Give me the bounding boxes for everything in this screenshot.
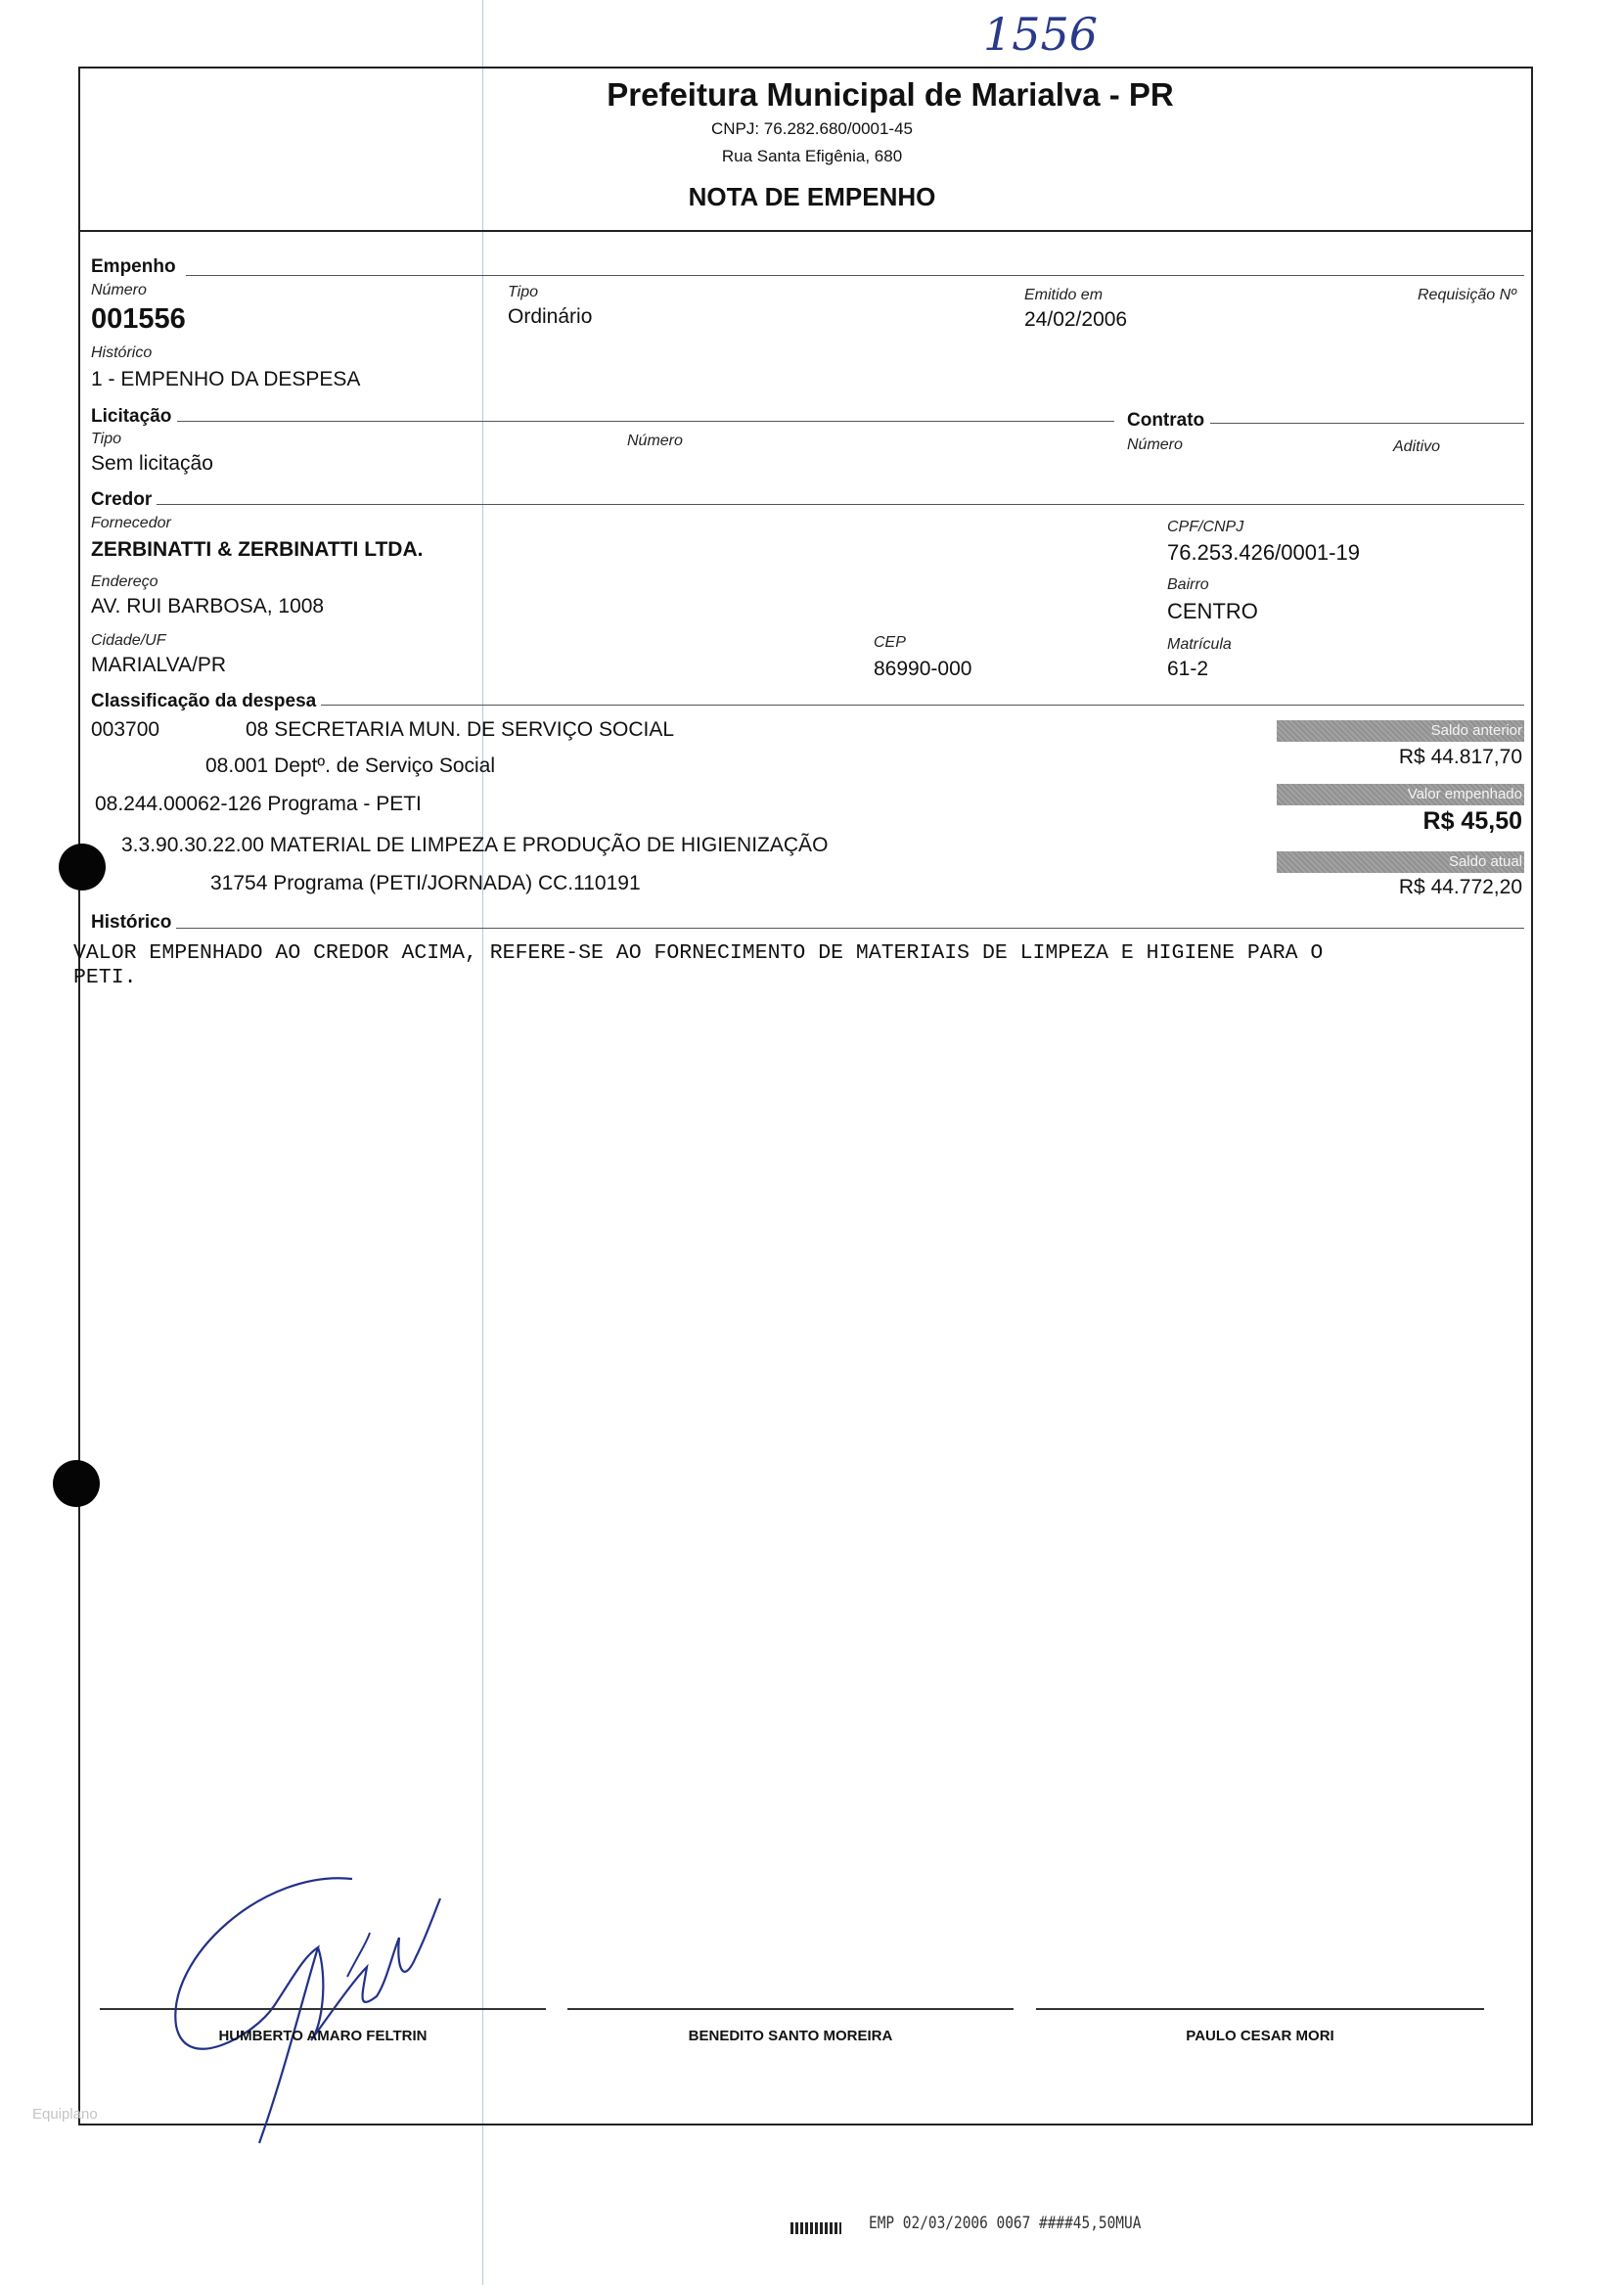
endereco-value: AV. RUI BARBOSA, 1008 bbox=[91, 595, 325, 617]
cep-value: 86990-000 bbox=[874, 658, 972, 680]
signature-line-2 bbox=[567, 2008, 1014, 2010]
classificacao-line1: 08 SECRETARIA MUN. DE SERVIÇO SOCIAL bbox=[246, 718, 675, 741]
saldo-atual-value: R$ 44.772,20 bbox=[1398, 876, 1522, 898]
tipo-value: Ordinário bbox=[508, 305, 593, 328]
historico-line2: PETI. bbox=[73, 966, 137, 989]
historico-value: 1 - EMPENHO DA DESPESA bbox=[91, 368, 361, 390]
requisicao-label: Requisição Nº bbox=[1418, 287, 1516, 303]
signature-name-3: PAULO CESAR MORI bbox=[1186, 2028, 1334, 2044]
licitacao-tipo-label: Tipo bbox=[91, 431, 121, 447]
contrato-aditivo-label: Aditivo bbox=[1393, 438, 1441, 455]
matricula-label: Matrícula bbox=[1167, 636, 1232, 653]
processing-stamp: EMP 02/03/2006 0067 ####45,50MUA bbox=[869, 2214, 1142, 2233]
historico-line1: VALOR EMPENHADO AO CREDOR ACIMA, REFERE-SE AO FORNECIMENTO DE MATERIAIS DE LIMPEZA E HIGIENE PARA O bbox=[73, 941, 1324, 965]
classificacao-line5: 31754 Programa (PETI/JORNADA) CC.110191 bbox=[210, 872, 641, 894]
empenho-number: 001556 bbox=[91, 303, 186, 335]
punch-hole-bottom bbox=[53, 1460, 100, 1507]
licitacao-tipo-value: Sem licitação bbox=[91, 452, 213, 475]
section-classificacao: Classificação da despesa bbox=[91, 691, 317, 711]
signature-line-1 bbox=[100, 2008, 546, 2010]
divider bbox=[321, 705, 1524, 706]
punch-hole-top bbox=[59, 844, 106, 891]
endereco-label: Endereço bbox=[91, 573, 158, 590]
bairro-label: Bairro bbox=[1167, 576, 1209, 593]
signature-line-3 bbox=[1036, 2008, 1484, 2010]
divider bbox=[157, 504, 1524, 505]
emitido-label: Emitido em bbox=[1024, 287, 1104, 303]
matricula-value: 61-2 bbox=[1167, 658, 1209, 680]
page-title bbox=[0, 76, 1624, 114]
classificacao-line3: 08.244.00062-126 Programa - PETI bbox=[95, 793, 422, 815]
divider bbox=[176, 928, 1524, 929]
header-separator bbox=[78, 230, 1533, 232]
historico-label: Histórico bbox=[91, 344, 153, 361]
classificacao-line4: 3.3.90.30.22.00 MATERIAL DE LIMPEZA E PRODUÇÃO DE HIGIENIZAÇÃO bbox=[121, 834, 829, 856]
valor-empenhado-label: Valor empenhado bbox=[1277, 784, 1524, 805]
fornecedor-label: Fornecedor bbox=[91, 515, 171, 531]
saldo-anterior-label: Saldo anterior bbox=[1277, 720, 1524, 742]
saldo-anterior-value: R$ 44.817,70 bbox=[1398, 746, 1522, 768]
section-historico: Histórico bbox=[91, 912, 172, 933]
divider bbox=[177, 421, 1114, 422]
cidade-value: MARIALVA/PR bbox=[91, 654, 227, 676]
section-contrato: Contrato bbox=[1127, 410, 1205, 431]
handwritten-signature bbox=[147, 1840, 479, 2153]
cidade-label: Cidade/UF bbox=[91, 632, 166, 649]
header-cnpj: CNPJ: 76.282.680/0001-45 bbox=[710, 119, 914, 138]
header-title: Prefeitura Municipal de Marialva - PR bbox=[607, 76, 1174, 113]
classificacao-line2: 08.001 Deptº. de Serviço Social bbox=[205, 754, 496, 777]
footer-brand: Equiplano bbox=[32, 2106, 98, 2123]
handwritten-number: 1556 bbox=[983, 8, 1099, 61]
section-credor: Credor bbox=[91, 489, 153, 510]
licitacao-numero-label: Número bbox=[627, 433, 683, 449]
header-address: Rua Santa Efigênia, 680 bbox=[721, 147, 903, 165]
saldo-atual-label: Saldo atual bbox=[1277, 851, 1524, 873]
contrato-numero-label: Número bbox=[1127, 436, 1183, 453]
section-empenho: Empenho bbox=[91, 256, 176, 277]
divider bbox=[186, 275, 1524, 276]
divider bbox=[1210, 423, 1524, 424]
bairro-value: CENTRO bbox=[1167, 599, 1258, 623]
classificacao-code: 003700 bbox=[91, 718, 160, 741]
stamp-logo-icon bbox=[790, 2222, 841, 2234]
cpf-label: CPF/CNPJ bbox=[1167, 519, 1244, 535]
tipo-label: Tipo bbox=[508, 284, 538, 300]
signature-name-2: BENEDITO SANTO MOREIRA bbox=[688, 2028, 893, 2044]
doc-title: NOTA DE EMPENHO bbox=[688, 182, 936, 211]
cep-label: CEP bbox=[874, 634, 906, 651]
section-licitacao: Licitação bbox=[91, 406, 172, 427]
numero-label: Número bbox=[91, 282, 147, 298]
signature-name-1: HUMBERTO AMARO FELTRIN bbox=[218, 2028, 428, 2044]
fornecedor-value: ZERBINATTI & ZERBINATTI LTDA. bbox=[91, 538, 424, 561]
emitido-value: 24/02/2006 bbox=[1024, 308, 1128, 331]
valor-empenhado-value: R$ 45,50 bbox=[1422, 807, 1522, 835]
cpf-value: 76.253.426/0001-19 bbox=[1167, 540, 1360, 565]
